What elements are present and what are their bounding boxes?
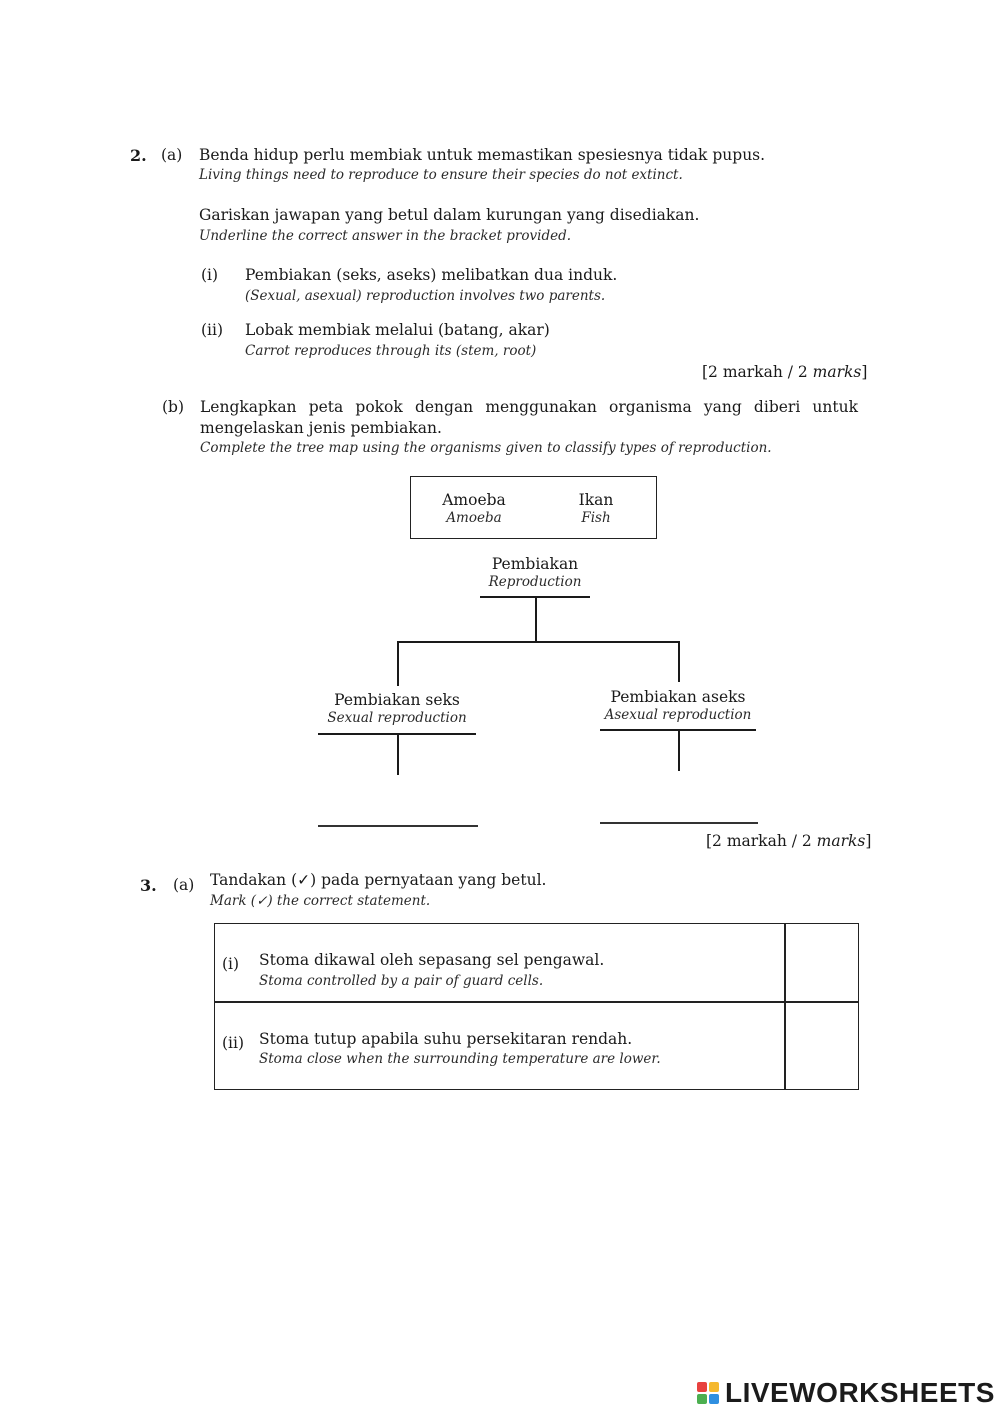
tree-right-node: Pembiakan aseks Asexual reproduction (604, 688, 752, 723)
answer-blank-sexual[interactable] (318, 825, 478, 827)
instruction-en: Underline the correct answer in the bracket provided. (199, 228, 572, 244)
statement-en: Stoma controlled by a pair of guard cells. (259, 973, 544, 989)
right-branch-line (678, 641, 680, 682)
part-label: (a) (173, 876, 195, 894)
question-number: 2. (130, 146, 147, 165)
tree-task-ms-line2: mengelaskan jenis pembiakan. (200, 419, 442, 437)
liveworksheets-logo (697, 1378, 995, 1408)
item-label: (ii) (201, 321, 224, 339)
organism-amoeba[interactable]: Amoeba Amoeba (442, 491, 506, 526)
organism-box (410, 476, 657, 539)
statement-en: Stoma close when the surrounding temperature are lower. (259, 1051, 661, 1067)
tree-left-node: Pembiakan seks Sexual reproduction (327, 691, 467, 726)
question-number: 3. (140, 876, 157, 895)
branch-bar (397, 641, 680, 643)
instruction-en: Mark (✓) the correct statement. (210, 893, 431, 909)
tree-root: Pembiakan Reproduction (488, 555, 582, 590)
root-connector (535, 598, 537, 641)
instruction-ms: Gariskan jawapan yang betul dalam kurungan yang disediakan. (199, 206, 700, 224)
organism-fish[interactable]: Ikan Fish (578, 491, 614, 526)
item-label: (i) (201, 266, 219, 284)
statement-ms: Stoma tutup apabila suhu persekitaran rendah. (259, 1030, 633, 1048)
marks-indicator: [2 markah / 2 marks] (702, 363, 868, 381)
item-en: Carrot reproduces through its (stem, root) (245, 343, 537, 359)
tick-box[interactable] (786, 924, 858, 1001)
tree-task-en: Complete the tree map using the organisms given to classify types of reproduction. (200, 440, 772, 456)
statement-table (214, 923, 859, 1090)
left-leaf-connector (397, 735, 399, 775)
part-label: (a) (161, 146, 183, 164)
intro-ms: Benda hidup perlu membiak untuk memastikan spesiesnya tidak pupus. (199, 146, 766, 164)
part-label: (b) (162, 398, 185, 416)
statement-ms: Stoma dikawal oleh sepasang sel pengawal. (259, 951, 605, 969)
tree-task-ms-line1: Lengkapkan peta pokok dengan menggunakan organisma yang diberi untuk (200, 398, 858, 416)
item-ms[interactable]: Pembiakan (seks, aseks) melibatkan dua induk. (245, 266, 618, 284)
tick-box[interactable] (786, 1003, 858, 1089)
marks-indicator: [2 markah / 2 marks] (706, 832, 872, 850)
brand-name: LIVEWORKSHEETS (725, 1377, 995, 1408)
instruction-ms: Tandakan (✓) pada pernyataan yang betul. (210, 871, 547, 889)
item-ms[interactable]: Lobak membiak melalui (batang, akar) (245, 321, 550, 339)
left-branch-line (397, 641, 399, 686)
row-label: (ii) (222, 1034, 245, 1052)
item-en: (Sexual, asexual) reproduction involves two parents. (245, 288, 606, 304)
row-divider (215, 1001, 858, 1003)
row-label: (i) (222, 955, 240, 973)
answer-blank-asexual[interactable] (600, 822, 758, 824)
intro-en: Living things need to reproduce to ensure their species do not extinct. (199, 167, 683, 183)
logo-grid-icon (697, 1382, 719, 1404)
right-leaf-connector (678, 731, 680, 771)
